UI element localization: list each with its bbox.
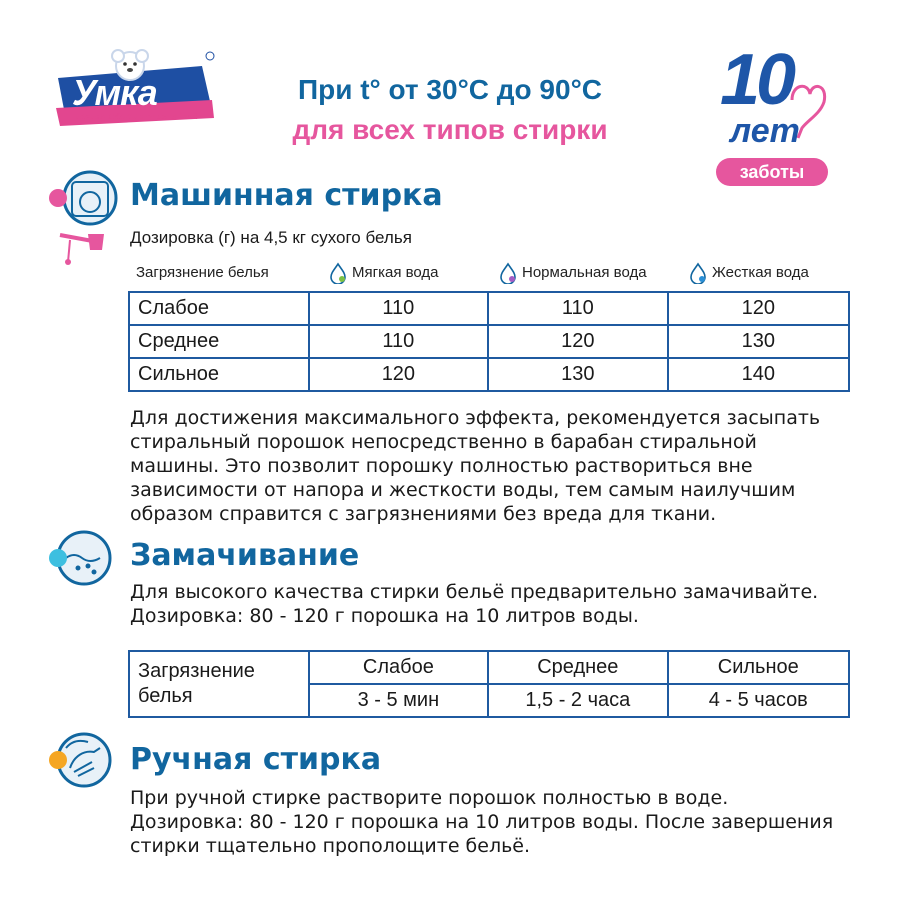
table-row <box>129 325 849 358</box>
cell-time: 3 - 5 мин <box>309 684 488 717</box>
soaking-basin-icon <box>44 528 104 588</box>
machine-note-line: Для достижения максимального эффекта, рекомендуется засыпать <box>130 407 821 429</box>
row-label <box>129 651 309 717</box>
row-label: Слабое <box>129 292 309 325</box>
hand-rinse: стирки тщательно прополощите бельё. <box>130 835 531 857</box>
brand-logo <box>52 48 217 130</box>
water-drop-soft-icon <box>328 262 348 284</box>
machine-note-line: зависимости от напора и жесткости воды, тем самым наилучшим <box>130 479 796 501</box>
hand-dosage: Дозировка: 80 - 120 г порошка на 10 литров воды. После завершения <box>130 811 834 833</box>
col-head-hard-label: Жесткая вода <box>712 263 809 281</box>
col-head-dirt: Загрязнение белья <box>136 264 269 281</box>
brand-tagline: нежная забота с первых дней <box>76 112 198 121</box>
cell-time: 1,5 - 2 часа <box>488 684 667 717</box>
section-title-soak: Замачивание <box>130 538 360 573</box>
cell-soft: 120 <box>309 358 488 391</box>
badge-number: 10 <box>720 40 793 120</box>
cell-soft: 110 <box>309 292 488 325</box>
table-row <box>129 358 849 391</box>
water-drop-hard-icon <box>688 262 708 284</box>
col-head-soft-label: Мягкая вода <box>352 263 439 281</box>
cell-level: Среднее <box>488 651 667 684</box>
brand-name: Умка <box>72 72 157 113</box>
cell-hard: 120 <box>668 292 849 325</box>
washing-machine-icon <box>40 170 120 270</box>
hand-wash-icon <box>44 728 104 788</box>
col-head-soft <box>328 262 439 284</box>
machine-dosage-table <box>128 291 850 392</box>
machine-dosage-subtitle: Дозировка (г) на 4,5 кг сухого белья <box>130 228 412 247</box>
machine-note <box>130 406 820 526</box>
cell-normal: 120 <box>488 325 667 358</box>
row-label-line: Загрязнение <box>138 660 255 682</box>
table-row <box>129 292 849 325</box>
row-label-line: белья <box>138 685 193 707</box>
page-title: При t° от 30°C до 90°C <box>298 74 602 105</box>
water-drop-normal-icon <box>498 262 518 284</box>
cell-normal: 130 <box>488 358 667 391</box>
anniversary-badge <box>700 40 840 194</box>
table-row <box>129 651 849 684</box>
cell-soft: 110 <box>309 325 488 358</box>
soak-time-table <box>128 650 850 718</box>
badge-word: лет <box>730 112 800 150</box>
section-title-hand: Ручная стирка <box>130 742 382 777</box>
soak-description: Для высокого качества стирки бельё предварительно замачивайте. <box>130 581 819 603</box>
col-head-normal <box>498 262 647 284</box>
page-subtitle: для всех типов стирки <box>292 114 608 145</box>
col-head-normal-label: Нормальная вода <box>522 263 647 281</box>
col-head-hard <box>688 262 809 284</box>
machine-note-line: стиральный порошок непосредственно в барабан стиральной <box>130 431 757 453</box>
cell-level: Сильное <box>668 651 849 684</box>
section-title-machine: Машинная стирка <box>130 178 443 213</box>
cell-time: 4 - 5 часов <box>668 684 849 717</box>
cell-normal: 110 <box>488 292 667 325</box>
cell-hard: 140 <box>668 358 849 391</box>
badge-pill: заботы <box>716 158 828 186</box>
row-label: Сильное <box>129 358 309 391</box>
machine-note-line: машины. Это позволит порошку полностью раствориться вне <box>130 455 753 477</box>
cell-hard: 130 <box>668 325 849 358</box>
hand-instruction: При ручной стирке растворите порошок полностью в воде. <box>130 787 729 809</box>
soak-dosage: Дозировка: 80 - 120 г порошка на 10 литров воды. <box>130 605 639 627</box>
cell-level: Слабое <box>309 651 488 684</box>
row-label: Среднее <box>129 325 309 358</box>
machine-note-line: образом справится с загрязнениями без вреда для ткани. <box>130 503 717 525</box>
